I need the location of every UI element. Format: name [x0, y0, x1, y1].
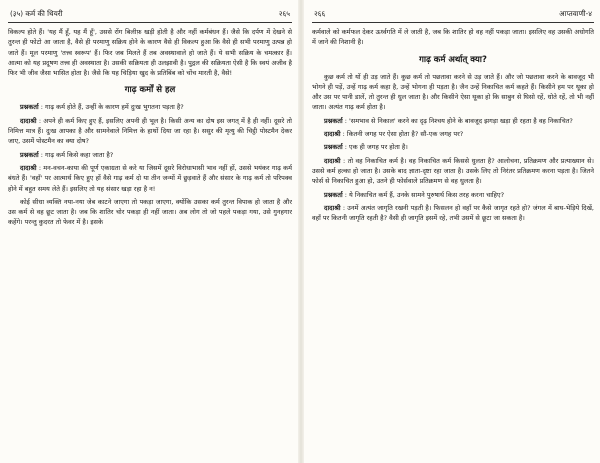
left-page [8, 6, 292, 458]
dialogue [8, 163, 292, 194]
section-heading: गाढ़ कर्म अर्थात् क्या? [419, 54, 487, 65]
speaker-label: दादाश्री [324, 156, 341, 165]
dialogue-text: : ये निकाचित कर्म हैं, उनके सामने पुरुषार्थ किस तरह करना चाहिए? [344, 190, 505, 199]
dialogue-text: : तो वह निकाचित कर्म है। वह निकाचित कर्म किससे धुलता है? आलोचना, प्रतिक्रमण और प्रत्याख्यान से। उससे कर्म हल्का हो जाता है। उसके बाद ज्ञाता-दृष्टा रहा जाता है। उसके लिए तो निरंतर प्रतिक्रमण करना पड़ता है। जितने फोर्स से निकाचित हुआ हो, उतने ही फोर्सवाले प्रतिक्रमण से वह धुलता है। [312, 156, 594, 186]
right-page [312, 6, 594, 458]
speaker-label: दादाश्री [20, 163, 37, 172]
dialogue [312, 129, 594, 139]
right-page-number: २६६ [314, 9, 326, 18]
speaker-label: प्रश्नकर्ता [20, 103, 39, 112]
left-running-title: (३५) कर्म की थियरी [10, 9, 63, 18]
dialogue [312, 190, 594, 200]
speaker-label: प्रश्नकर्ता [324, 190, 343, 199]
paragraph: कुछ कर्म तो यों ही उड़ जाते हैं। कुछ कर्म तो पछतावा करने से उड़ जाते हैं। और जो पछतावा करने के बावजूद भी भोगने ही पड़ें, उन्हें गाढ़ कर्म कहा है, उन्हें भोगना ही पड़ता है। जैन उन्हें निकाचित कर्म कहते हैं। किसीने हम पर थूका हो और उस पर पानी डालें, तो तुरन्त ही धुल जाता है। और किसीने ऐसा थूका हो कि साबुन से घिसो रहें, धोते रहें, तो भी नहीं जाता। अत्यंत गाढ़ कर्म होता है। [312, 72, 594, 112]
dialogue-text: : कितनी जगह पर ऐसा होता है? सौ-एक जगह पर? [342, 130, 464, 139]
book-gutter [298, 0, 304, 463]
paragraph: कर्मवाले को कर्मफल देकर ऊर्ध्वगति में ले जाती है, जब कि शातिर हो वह नहीं पकड़ा जाता। इसलिए वह उसकी अधोगति में जाने की निशानी है। [312, 28, 594, 47]
paragraph: विकल्प होते हैं। 'यह मैं हूँ, यह मैं हूँ', उससे रोंग बिलीफ़ खड़ी होती है और नहीं कर्मबंधन हैं। जैसे कि दर्पण में देखने से तुरन्त ही फोटो आ जाता है, वैसे ही परमाणु सक्रिय होने के कारण वैसे ही विकल्प हुआ कि वैसे ही सभी परमाणु उत्पन्न हो जाते हैं। मूल परमाणु 'तत्त्व स्वरूप' हैं। फिर जब मिलते हैं तब अवस्थावाले हो जाते हैं। ये सभी सक्रिय के चमत्कार हैं। आत्मा को यह प्रदूषण तत्त्व ही अवस्थाता है। उसकी सक्रियता ही उलझावी है। पुद्गल की सक्रियता ऐसी है कि स्वयं अजीव है फिर भी जीव जैसा भासित होता है। जैसे कि यह चिड़िया खुद के प्रतिबिंब को चोंच मारती है, वैसे! [8, 28, 292, 78]
dialogue [312, 156, 594, 187]
dialogue-text: : गाढ़ कर्म किसे कहा जाता है? [40, 150, 114, 159]
left-page-number: २६५ [278, 9, 290, 18]
dialogue [312, 142, 594, 152]
right-running-title: आप्तवाणी-४ [559, 9, 592, 18]
left-page-body [8, 23, 292, 228]
speaker-label: दादाश्री [324, 130, 341, 139]
dialogue-text: : मन-वचन-काया की पूर्ण एकाग्रता से करे या जिसमें दूसरे विरोधाभासी भाव नहीं हों, उससे भयंकर गाढ़ कर्म बंधते हैं। 'वहाँ' पर आत्मार्थ किए हुए हों वैसे गाढ़ कर्म दो या तीन जन्मों में छुड़वाते हैं और संसार के गाढ़ कर्म तो परिपक्व होने में बहुत समय लेते हैं। इसलिए तो यह संसार खड़ा रहा है न! [8, 163, 292, 193]
dialogue-text: : 'समभाव से निकाल' करने का दृढ़ निश्चय होने के बावजूद झगड़ा खड़ा ही रहता है वह निकाचित? [344, 116, 573, 125]
dialogue [8, 116, 292, 147]
section-heading: गाढ़ कर्मों से हल [124, 85, 176, 96]
dialogue [312, 116, 594, 126]
left-page-header [8, 6, 292, 23]
speaker-label: प्रश्नकर्ता [324, 143, 343, 152]
right-page-body [312, 23, 594, 223]
dialogue-text: : अपने ही कर्म किए हुए हैं, इसलिए अपनी ही भूल है। किसी अन्य का दोष इस जगत् में है ही नहीं। दूसरे तो निमित्त मात्र हैं। दुःख आपका है और सामनेवाले निमित्त के हाथों दिया जा रहा है। ससुर की मृत्यु की चिट्ठी पोस्टमैन देकर जाए, उसमें पोस्टमैन का क्या दोष? [8, 116, 292, 146]
speaker-label: दादाश्री [20, 116, 37, 125]
dialogue [8, 102, 292, 112]
paragraph: कोई सीधा व्यक्ति नया-नया जेब काटने जाएगा तो पकड़ा जाएगा, क्योंकि उसका कर्म तुरन्त विपाक हो जाता है और उस कर्म से वह छूट जाता है। जब कि शातिर चोर पकड़ा ही नहीं जाता। अब लोग तो जो पहले पकड़ा गया, उसे गुनहगार कहेंगे। परन्तु कुदरत तो फेवर में है। इसके [8, 197, 292, 227]
speaker-label: प्रश्नकर्ता [324, 116, 343, 125]
speaker-label: प्रश्नकर्ता [20, 150, 39, 159]
right-page-header [312, 6, 594, 23]
dialogue-text: : एक ही जगह पर होता है। [344, 143, 408, 152]
speaker-label: दादाश्री [324, 203, 341, 212]
dialogue-text: : उनमें अत्यंत जागृति रखनी पड़ती है। फिसलन हो वहाँ पर कैसे जागृत रहते हो? जंगल में बाघ-भेड़िये दिखें, वहाँ पर कितनी जागृति रहती है? वैसी ही जागृति इसमें रहे, तभी उसमें से छूटा जा सकता है। [312, 203, 594, 223]
dialogue-text: : गाढ़ कर्म होते हैं, उन्हीं के कारण हमें दुःख भुगतना पड़ता है? [40, 103, 184, 112]
dialogue [312, 203, 594, 224]
dialogue [8, 150, 292, 160]
